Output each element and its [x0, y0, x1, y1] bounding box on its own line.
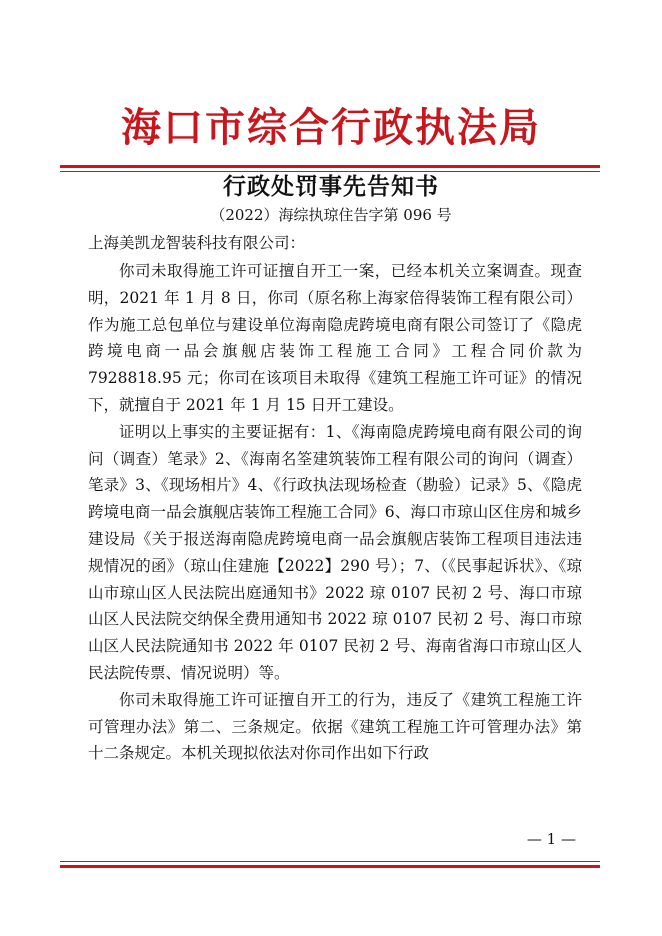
addressee: 上海美凯龙智装科技有限公司： [88, 234, 306, 252]
header-rule-thick [60, 165, 600, 168]
document-body [88, 258, 582, 767]
issuing-agency-heading: 海口市综合行政执法局 [121, 104, 541, 151]
footer-rule-thick [60, 865, 600, 868]
paragraph-facts: 你司未取得施工许可证擅自开工一案，已经本机关立案调查。现查明，2021 年 1 月 8 日，你司（原名称上海家倍得装饰工程有限公司）作为施工总包单位与建设单位海南隐虎跨境电商有限公司签订了《隐虎跨境电商一品会旗舰店装饰工程施工合同》工程合同价款为 7928818.95 元；你司在该项目未取得《建筑工程施工许可证》的情况下，就擅自于 2021 年 1 月 15 日开工建设。 [88, 262, 582, 414]
footer-rule-thin [60, 861, 600, 862]
document-number: （2022）海综执琼住告字第 096 号 [210, 206, 452, 224]
paragraph-legal-basis: 你司未取得施工许可证擅自开工的行为，违反了《建筑工程施工许可管理办法》第二、三条规定。依据《建筑工程施工许可管理办法》第十二条规定。本机关现拟依法对你司作出如下行政 [88, 690, 582, 763]
document-title: 行政处罚事先告知书 [223, 173, 439, 200]
paragraph-evidence: 证明以上事实的主要证据有：1、《海南隐虎跨境电商有限公司的询问（调查）笔录》2、《海南名筌建筑装饰工程有限公司的询问（调查）笔录》3、《现场相片》4、《行政执法现场检查（勘验）记录》5、《隐虎跨境电商一品会旗舰店装饰工程施工合同》6、海口市琼山区住房和城乡建设局《关于报送海南隐虎跨境电商一品会旗舰店装饰工程项目违法违规情况的函》（琼山住建施【2022】290 号）；7、（《民事起诉状》、《琼山市琼山区人民法院出庭通知书》2022 琼 0107 民初 2 号、海口市琼山区人民法院交纳保全费用通知书 2022 琼 0107 民初 2 号、海口市琼山区人民法院通知书 2022 年 0107 民初 2 号、海南省海口市琼山区人民法院传票、情况说明）等。 [88, 422, 582, 682]
page-number: — 1 — [526, 830, 576, 848]
